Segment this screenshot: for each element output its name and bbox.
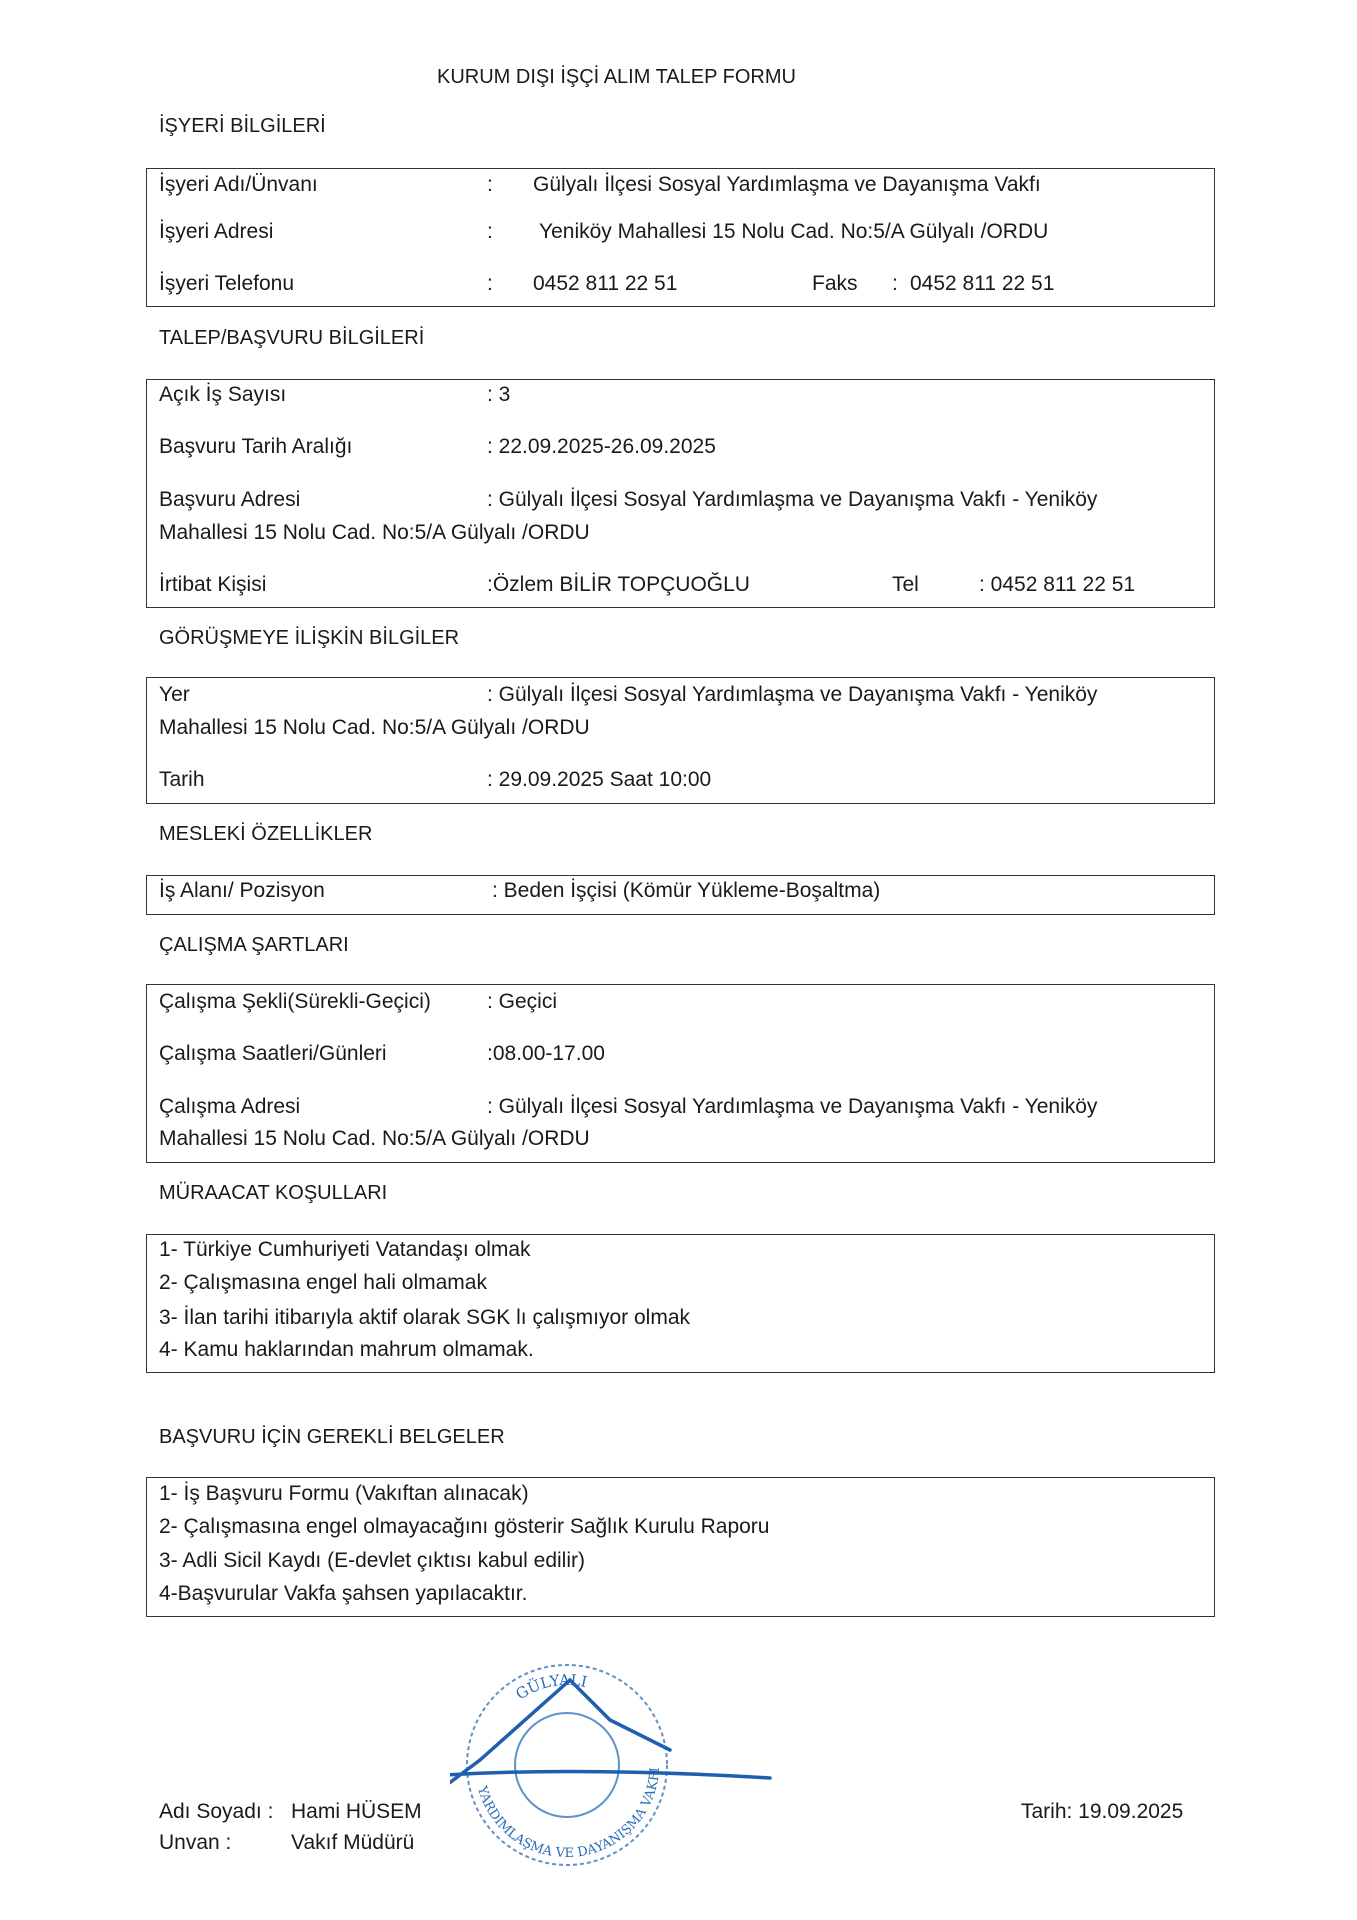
- list-item: 3- İlan tarihi itibarıyla aktif olarak SGK lı çalışmıyor olmak: [159, 1306, 691, 1329]
- label: Yer: [159, 683, 190, 706]
- value: :Özlem BİLİR TOPÇUOĞLU: [487, 573, 750, 596]
- section-heading-calisma: ÇALIŞMA ŞARTLARI: [159, 934, 349, 956]
- list-item: 2- Çalışmasına engel hali olmamak: [159, 1271, 487, 1294]
- list-item: 1- İş Başvuru Formu (Vakıftan alınacak): [159, 1482, 529, 1505]
- value: : Gülyalı İlçesi Sosyal Yardımlaşma ve Dayanışma Vakfı - Yeniköy: [487, 488, 1098, 511]
- list-item: 4- Kamu haklarından mahrum olmamak.: [159, 1338, 534, 1361]
- value: Mahallesi 15 Nolu Cad. No:5/A Gülyalı /ORDU: [159, 1127, 590, 1150]
- colon: :: [487, 272, 493, 295]
- value: : Geçici: [487, 990, 558, 1013]
- value: : Gülyalı İlçesi Sosyal Yardımlaşma ve Dayanışma Vakfı - Yeniköy: [487, 683, 1098, 706]
- value: : 3: [487, 383, 511, 406]
- section-heading-isyeri: İŞYERİ BİLGİLERİ: [159, 115, 326, 137]
- label: İşyeri Adresi: [159, 220, 274, 243]
- label: Çalışma Adresi: [159, 1095, 301, 1118]
- stamp-seal: [467, 1665, 667, 1865]
- section-heading-gorusme: GÖRÜŞMEYE İLİŞKİN BİLGİLER: [159, 627, 460, 649]
- label: Başvuru Tarih Aralığı: [159, 435, 353, 458]
- signer-title-label: Unvan :: [159, 1831, 232, 1854]
- signer-name-label: Adı Soyadı :: [159, 1800, 274, 1823]
- value: :08.00-17.00: [487, 1042, 605, 1065]
- page-title: KURUM DIŞI İŞÇİ ALIM TALEP FORMU: [437, 66, 796, 88]
- section-heading-muracaat: MÜRAACAT KOŞULLARI: [159, 1182, 388, 1204]
- svg-text:YARDIMLAŞMA VE DAYANIŞMA VAKFI: [474, 1767, 663, 1861]
- value: : Beden İşçisi (Kömür Yükleme-Boşaltma): [492, 879, 881, 902]
- stamp-and-signature: [450, 1640, 870, 1900]
- label: İşyeri Adı/Ünvanı: [159, 173, 318, 196]
- value: : 22.09.2025-26.09.2025: [487, 435, 716, 458]
- label: Faks: [812, 272, 858, 295]
- list-item: 4-Başvurular Vakfa şahsen yapılacaktır.: [159, 1582, 528, 1605]
- value: Yeniköy Mahallesi 15 Nolu Cad. No:5/A Gülyalı /ORDU: [539, 220, 1049, 243]
- value: 0452 811 22 51: [910, 272, 1055, 295]
- list-item: 2- Çalışmasına engel olmayacağını gösterir Sağlık Kurulu Raporu: [159, 1515, 770, 1538]
- value: 0452 811 22 51: [533, 272, 678, 295]
- label: Başvuru Adresi: [159, 488, 301, 511]
- value: Mahallesi 15 Nolu Cad. No:5/A Gülyalı /ORDU: [159, 521, 590, 544]
- label: İşyeri Telefonu: [159, 272, 295, 295]
- colon: :: [487, 173, 493, 196]
- colon: :: [892, 272, 898, 295]
- value: : 29.09.2025 Saat 10:00: [487, 768, 712, 791]
- section-heading-mesleki: MESLEKİ ÖZELLİKLER: [159, 823, 373, 845]
- list-item: 1- Türkiye Cumhuriyeti Vatandaşı olmak: [159, 1238, 531, 1261]
- label: Çalışma Saatleri/Günleri: [159, 1042, 387, 1065]
- list-item: 3- Adli Sicil Kaydı (E-devlet çıktısı kabul edilir): [159, 1549, 585, 1572]
- label: Açık İş Sayısı: [159, 383, 287, 406]
- value: Mahallesi 15 Nolu Cad. No:5/A Gülyalı /ORDU: [159, 716, 590, 739]
- stamp-text-top: GÜLYALI: [512, 1670, 589, 1704]
- section-heading-belgeler: BAŞVURU İÇİN GEREKLİ BELGELER: [159, 1426, 505, 1448]
- signer-name: Hami HÜSEM: [291, 1800, 422, 1823]
- section-heading-talep: TALEP/BAŞVURU BİLGİLERİ: [159, 327, 425, 349]
- value: Gülyalı İlçesi Sosyal Yardımlaşma ve Dayanışma Vakfı: [533, 173, 1041, 196]
- stamp-text-bottom: YARDIMLAŞMA VE DAYANIŞMA VAKFI: [473, 1766, 663, 1862]
- value: : Gülyalı İlçesi Sosyal Yardımlaşma ve Dayanışma Vakfı - Yeniköy: [487, 1095, 1098, 1118]
- document-date: Tarih: 19.09.2025: [1021, 1800, 1184, 1823]
- colon: :: [487, 220, 493, 243]
- label: Tarih: [159, 768, 205, 791]
- label: İş Alanı/ Pozisyon: [159, 879, 325, 902]
- label: Tel: [892, 573, 919, 596]
- value: : 0452 811 22 51: [979, 573, 1136, 596]
- signer-title: Vakıf Müdürü: [291, 1831, 415, 1854]
- label: İrtibat Kişisi: [159, 573, 267, 596]
- label: Çalışma Şekli(Sürekli-Geçici): [159, 990, 431, 1013]
